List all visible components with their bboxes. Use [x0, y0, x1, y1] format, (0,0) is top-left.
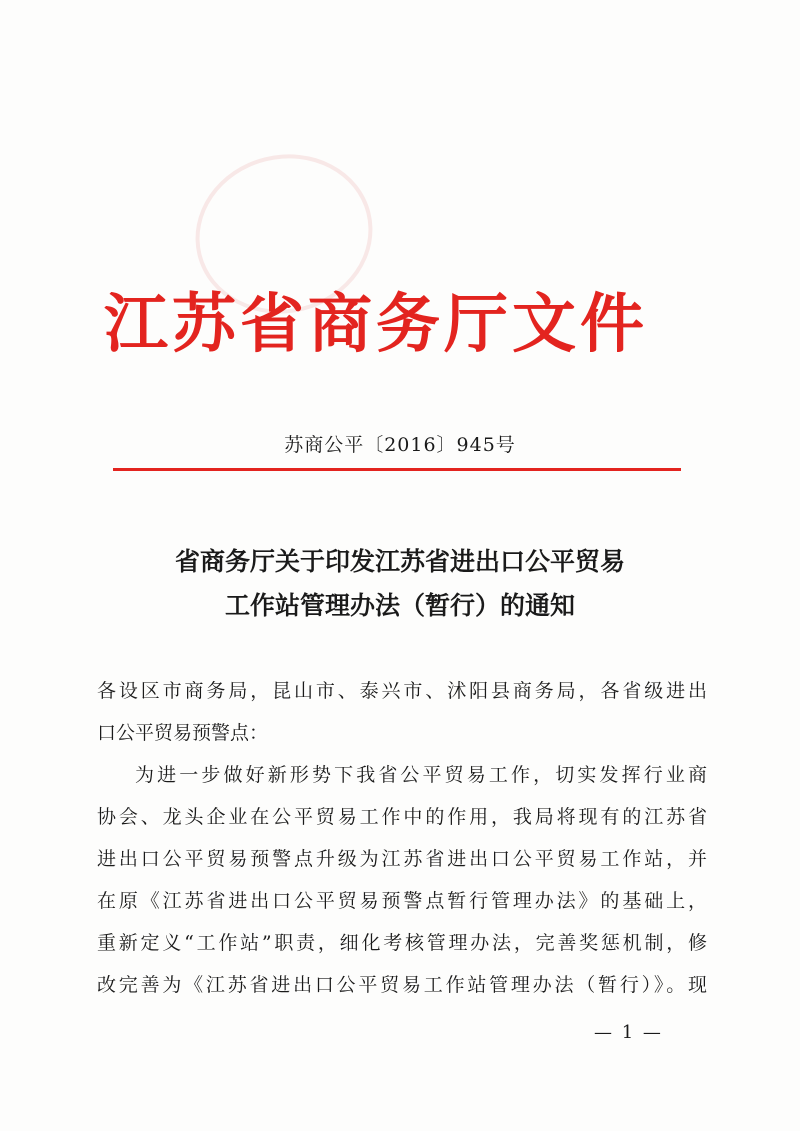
body-line: 进出口公平贸易预警点升级为江苏省进出口公平贸易工作站，并	[97, 848, 707, 870]
document-title	[0, 540, 800, 628]
title-line: 省商务厅关于印发江苏省进出口公平贸易	[174, 547, 625, 576]
body-line: 协会、龙头企业在公平贸易工作中的作用，我局将现有的江苏省	[97, 806, 707, 828]
document-number: 苏商公平〔2016〕945号	[284, 434, 516, 456]
document-body	[97, 670, 707, 1006]
body-line: 为进一步做好新形势下我省公平贸易工作，切实发挥行业商	[135, 764, 707, 786]
addressee-line: 口公平贸易预警点：	[97, 722, 269, 744]
title-line: 工作站管理办法（暂行）的通知	[224, 591, 575, 620]
red-separator-line	[113, 468, 681, 471]
page-number: — 1 —	[594, 1022, 663, 1043]
document-masthead: 江苏省商务厅文件	[104, 288, 648, 362]
body-line: 改完善为《江苏省进出口公平贸易工作站管理办法（暂行）》。现	[97, 974, 707, 996]
body-line: 在原《江苏省进出口公平贸易预警点暂行管理办法》的基础上，	[97, 890, 707, 912]
body-line: 重新定义“工作站”职责，细化考核管理办法，完善奖惩机制，修	[97, 932, 707, 954]
addressee-line: 各设区市商务局，昆山市、泰兴市、沭阳县商务局，各省级进出	[97, 680, 707, 702]
